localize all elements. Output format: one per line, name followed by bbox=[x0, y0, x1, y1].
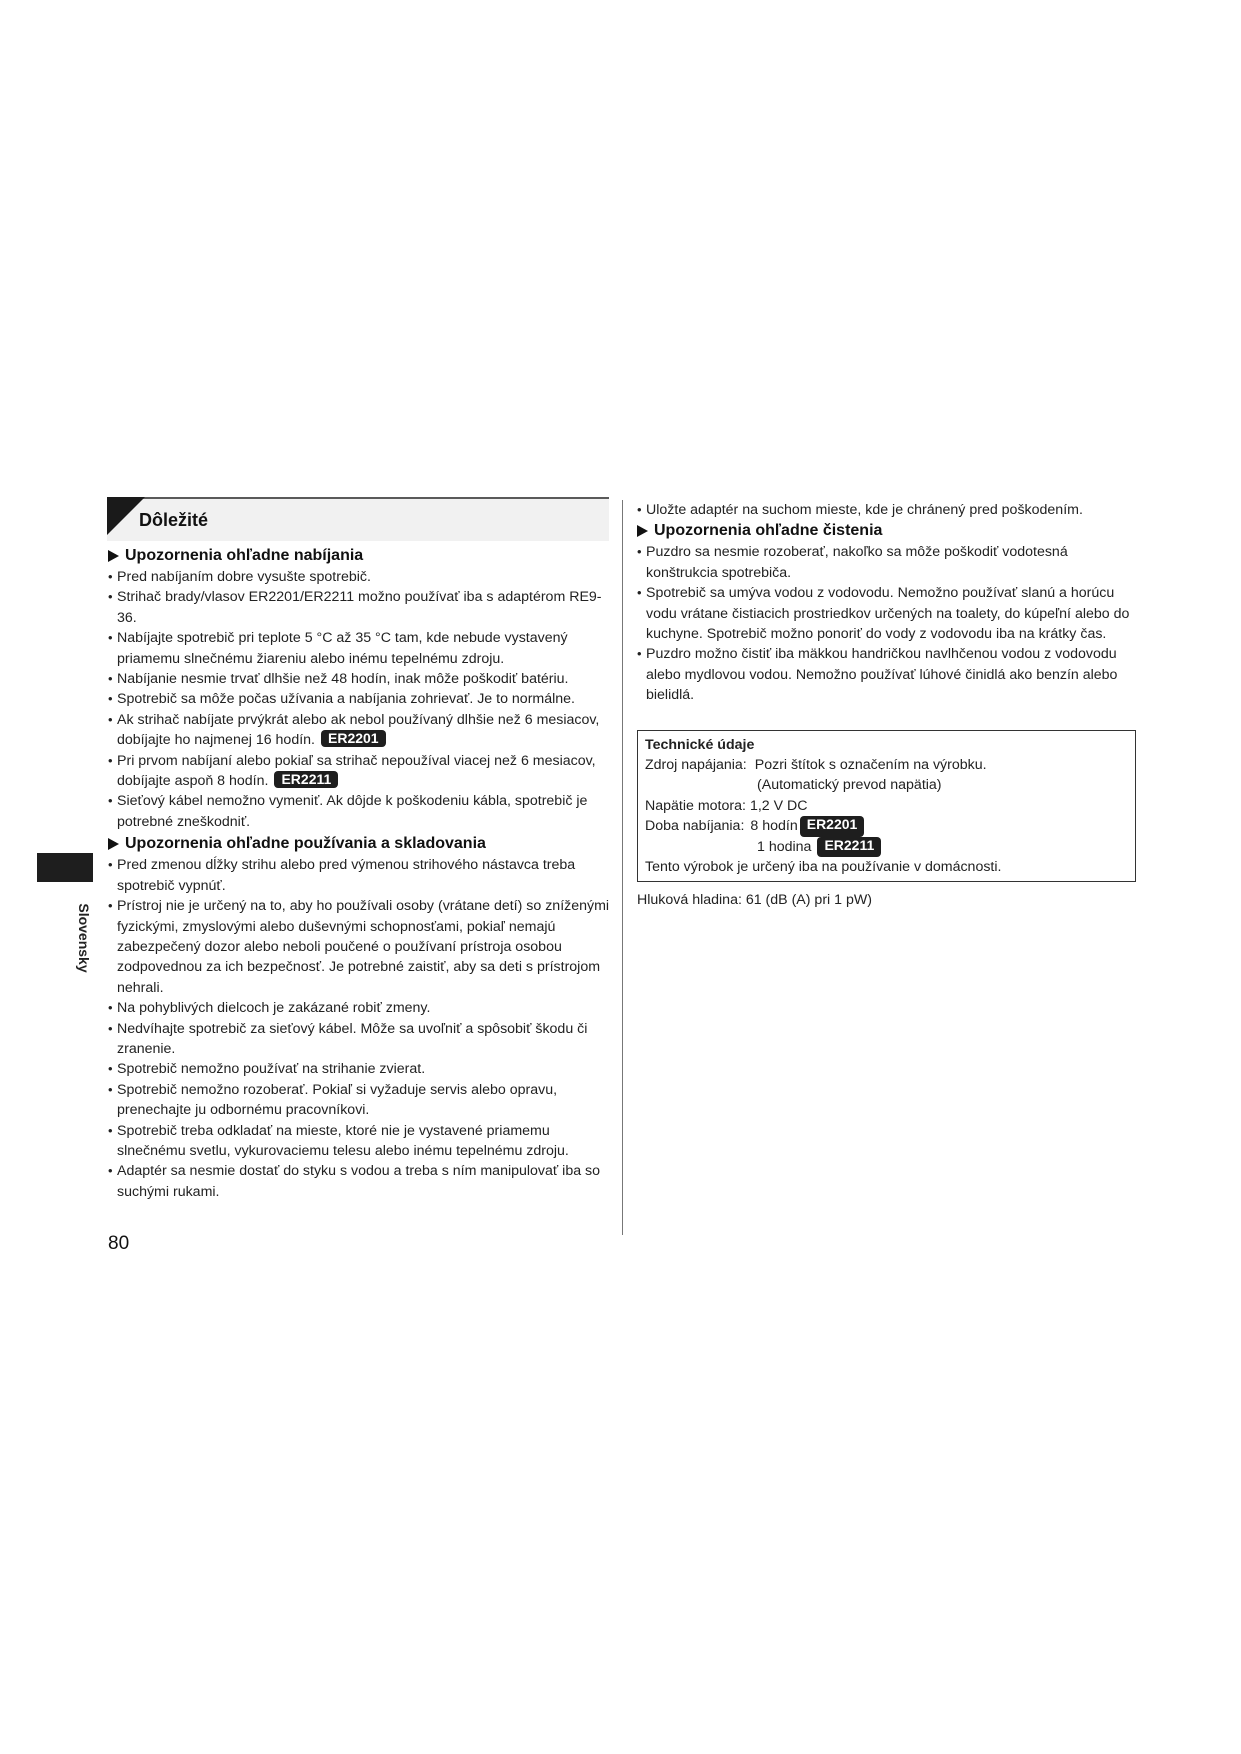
noise-level: Hluková hladina: 61 (dB (A) pri 1 pW) bbox=[637, 891, 872, 908]
list-item: • Spotrebič nemožno používať na strihanie zvierat. bbox=[108, 1059, 613, 1079]
model-badge: ER2211 bbox=[817, 837, 881, 857]
storage-extra-list bbox=[637, 500, 1142, 520]
usage-heading-text: Upozornenia ohľadne používania a skladovania bbox=[125, 835, 486, 853]
list-item: • Adaptér sa nesmie dostať do styku s vodou a treba s ním manipulovať iba so suchými rukami. bbox=[108, 1161, 613, 1202]
charging-heading-text: Upozornenia ohľadne nabíjania bbox=[125, 547, 364, 564]
language-label: Slovensky bbox=[76, 903, 92, 973]
cleaning-heading bbox=[637, 521, 1142, 541]
arrow-right-icon bbox=[108, 838, 119, 850]
list-item: • Spotrebič treba odkladať na mieste, ktoré nie je vystavené priamemu slnečnému svetlu, vykurovaciemu telesu alebo inému tepelnému zdroju. bbox=[108, 1121, 613, 1162]
left-column bbox=[108, 546, 613, 1202]
page-title: Dôležité bbox=[139, 510, 209, 530]
spec-row-charge bbox=[645, 816, 1129, 836]
household-note: Tento výrobok je určený iba na používanie v domácnosti. bbox=[645, 859, 1002, 876]
spec-value: 8 hodín bbox=[750, 818, 798, 835]
model-badge: ER2211 bbox=[274, 771, 338, 788]
spec-label: Doba nabíjania: bbox=[645, 818, 745, 835]
page-number: 80 bbox=[108, 1233, 130, 1254]
usage-heading bbox=[108, 834, 613, 854]
cleaning-list bbox=[637, 542, 1142, 705]
list-item: • Sieťový kábel nemožno vymeniť. Ak dôjde k poškodeniu kábla, spotrebič je potrebné zneškodniť. bbox=[108, 791, 613, 832]
charging-list bbox=[108, 567, 613, 832]
list-item: • Strihač brady/vlasov ER2201/ER2211 možno používať iba s adaptérom RE9-36. bbox=[108, 587, 613, 628]
list-item: • Pred nabíjaním dobre vysušte spotrebič. bbox=[108, 567, 613, 587]
list-item: • Uložte adaptér na suchom mieste, kde je chránený pred poškodením. bbox=[637, 500, 1142, 520]
list-item bbox=[108, 710, 613, 751]
spec-value: 1,2 V DC bbox=[749, 797, 808, 814]
model-badge: ER2201 bbox=[800, 816, 865, 836]
cleaning-heading-text: Upozornenia ohľadne čistenia bbox=[654, 522, 883, 540]
list-item: • Na pohyblivých dielcoch je zakázané robiť zmeny. bbox=[108, 998, 613, 1018]
spec-label: Napätie motora: bbox=[645, 797, 746, 814]
specs-title: Technické údaje bbox=[645, 736, 755, 753]
right-column bbox=[637, 500, 1142, 910]
usage-list bbox=[108, 855, 613, 1202]
charging-heading bbox=[108, 546, 613, 566]
spec-row-motor bbox=[645, 796, 1129, 816]
list-item-text: Pri prvom nabíjaní alebo pokiaľ sa strihač nepoužíval viacej než 6 mesiacov, dobíjajte aspoň 8 hodín. bbox=[117, 752, 596, 790]
spec-label: Zdroj napájania: bbox=[645, 757, 747, 774]
list-item: • Puzdro možno čistiť iba mäkkou handričkou navlhčenou vodou z vodovodu alebo mydlovou vodou. Nemožno používať lúhové činidlá ako benzín alebo bielidlá. bbox=[637, 644, 1142, 705]
list-item: • Puzdro sa nesmie rozoberať, nakoľko sa môže poškodiť vodotesná konštrukcia spotrebiča. bbox=[637, 542, 1142, 583]
list-item: • Nedvíhajte spotrebič za sieťový kábel. Môže sa uvoľniť a spôsobiť škodu či zranenie. bbox=[108, 1019, 613, 1060]
list-item: • Pred zmenou dĺžky strihu alebo pred výmenou strihového nástavca treba spotrebič vypnúť. bbox=[108, 855, 613, 896]
spec-note: (Automatický prevod napätia) bbox=[757, 777, 942, 794]
spec-value: Pozri štítok s označením na výrobku. bbox=[754, 757, 987, 774]
language-tab-marker bbox=[37, 853, 93, 882]
spec-row-power bbox=[645, 755, 1129, 775]
list-item: • Nabíjanie nesmie trvať dlhšie než 48 hodín, inak môže poškodiť batériu. bbox=[108, 669, 613, 689]
spec-value: 1 hodina bbox=[757, 838, 812, 855]
list-item: • Prístroj nie je určený na to, aby ho používali osoby (vrátane detí) so zníženými fyzickými, zmyslovými alebo duševnými schopnosťami, pokiaľ nemajú zabezpečený dozor alebo neboli poučené o používaní prístroja osobou zodpovednou za ich bezpečnosť. Je potrebné zaistiť, aby sa deti s prístrojom nehrali. bbox=[108, 896, 613, 998]
technical-specs-box bbox=[637, 730, 1136, 882]
list-item bbox=[108, 751, 613, 792]
list-item: • Spotrebič nemožno rozoberať. Pokiaľ si vyžaduje servis alebo opravu, prenechajte ju odbornému pracovníkovi. bbox=[108, 1080, 613, 1121]
list-item: • Spotrebič sa umýva vodou z vodovodu. Nemožno používať slanú a horúcu vodu vrátane čistiacich prostriedkov určených na toalety, do kúpeľní alebo do kuchyne. Spotrebič možno ponoriť do vody z vodovodu iba na krátky čas. bbox=[637, 583, 1142, 644]
list-item-text: Ak strihač nabíjate prvýkrát alebo ak nebol používaný dlhšie než 6 mesiacov, dobíjajte ho najmenej 16 hodín. bbox=[117, 711, 600, 749]
list-item: • Spotrebič sa môže počas užívania a nabíjania zohrievať. Je to normálne. bbox=[108, 689, 613, 709]
model-badge: ER2201 bbox=[321, 730, 386, 747]
arrow-right-icon bbox=[637, 525, 648, 537]
arrow-right-icon bbox=[108, 550, 119, 562]
list-item: • Nabíjajte spotrebič pri teplote 5 °C až 35 °C tam, kde nebude vystavený priamemu slnečnému žiareniu alebo inému tepelnému zdroju. bbox=[108, 628, 613, 669]
column-divider bbox=[622, 500, 623, 1235]
spec-row-charge-2 bbox=[645, 837, 1129, 857]
